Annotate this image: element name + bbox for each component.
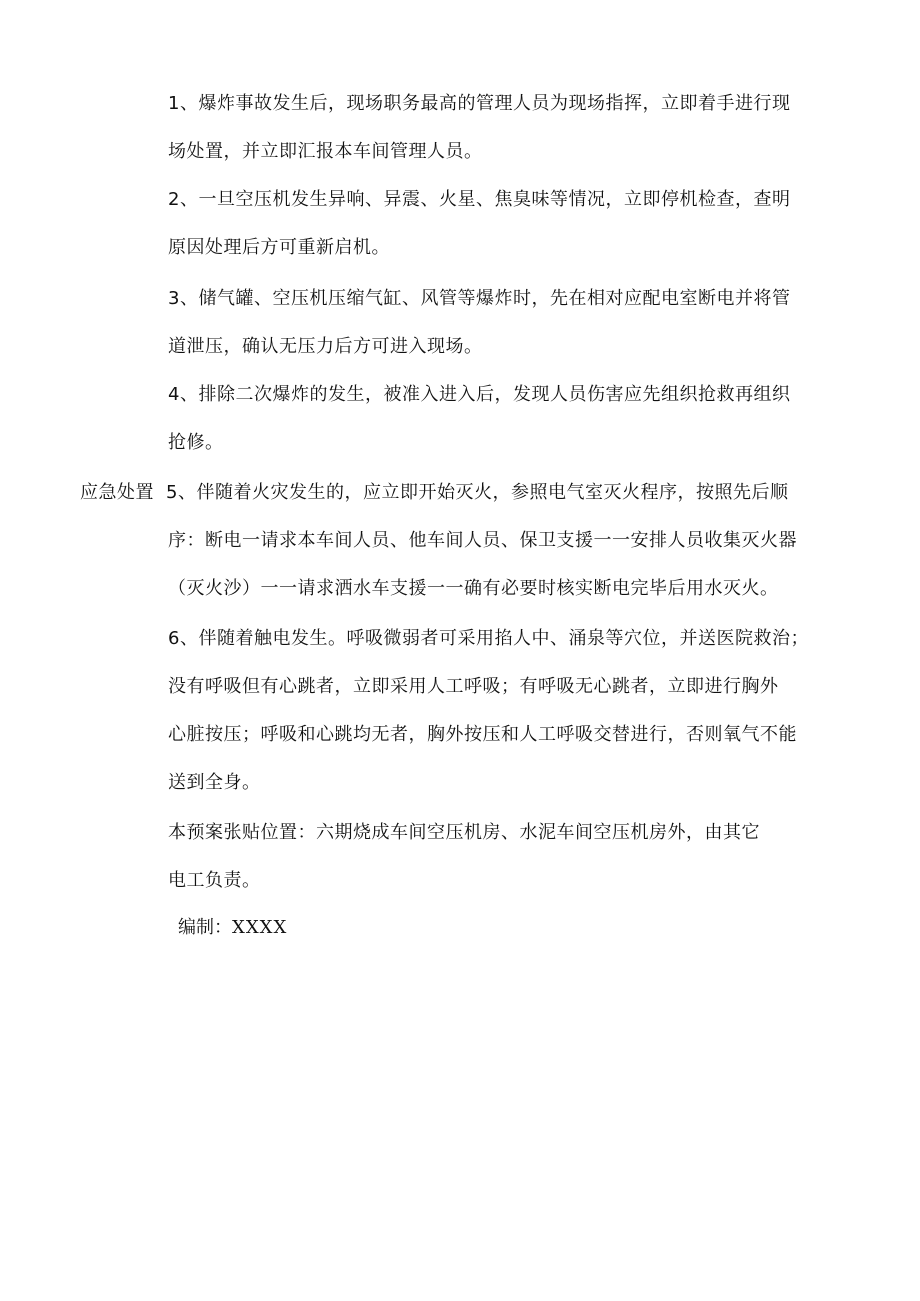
item-2-line-2: 原因处理后方可重新启机。 [168, 237, 390, 258]
signature [178, 916, 287, 940]
item-4-line-2: 抢修。 [168, 432, 224, 453]
section-label: 应急处置 [80, 482, 154, 503]
signature-value: XXXX [232, 917, 288, 938]
item-6-line-3: 心脏按压；呼吸和心跳均无者，胸外按压和人工呼吸交替进行，否则氧气不能 [168, 724, 797, 745]
posting-note-line-1: 本预案张贴位置：六期烧成车间空压机房、水泥车间空压机房外，由其它 [168, 822, 760, 843]
signature-label: 编制： [178, 917, 232, 938]
item-4-line-1: 4、排除二次爆炸的发生，被准入进入后，发现人员伤害应先组织抢救再组织 [168, 384, 791, 405]
item-5-line-1: 5、伴随着火灾发生的，应立即开始灭火，参照电气室灭火程序，按照先后顺 [166, 482, 789, 503]
item-6-line-4: 送到全身。 [168, 772, 261, 793]
item-5-line-3: （灭火沙）一一请求洒水车支援一一确有必要时核实断电完毕后用水灭火。 [168, 578, 779, 599]
item-3-line-1: 3、储气罐、空压机压缩气缸、风管等爆炸时，先在相对应配电室断电并将管 [168, 288, 791, 309]
item-1-line-2: 场处置，并立即汇报本车间管理人员。 [168, 141, 483, 162]
item-3-line-2: 道泄压，确认无压力后方可进入现场。 [168, 336, 483, 357]
item-1-line-1: 1、爆炸事故发生后，现场职务最高的管理人员为现场指挥，立即着手进行现 [168, 93, 791, 114]
item-2-line-1: 2、一旦空压机发生异响、异震、火星、焦臭味等情况，立即停机检查，查明 [168, 189, 791, 210]
posting-note-line-2: 电工负责。 [168, 870, 261, 891]
item-5-line-2: 序：断电一请求本车间人员、他车间人员、保卫支援一一安排人员收集灭火器 [168, 530, 797, 551]
item-6-line-1: 6、伴随着触电发生。呼吸微弱者可采用掐人中、涌泉等穴位，并送医院救治； [168, 628, 809, 649]
item-6-line-2: 没有呼吸但有心跳者，立即采用人工呼吸；有呼吸无心跳者，立即进行胸外 [168, 676, 779, 697]
